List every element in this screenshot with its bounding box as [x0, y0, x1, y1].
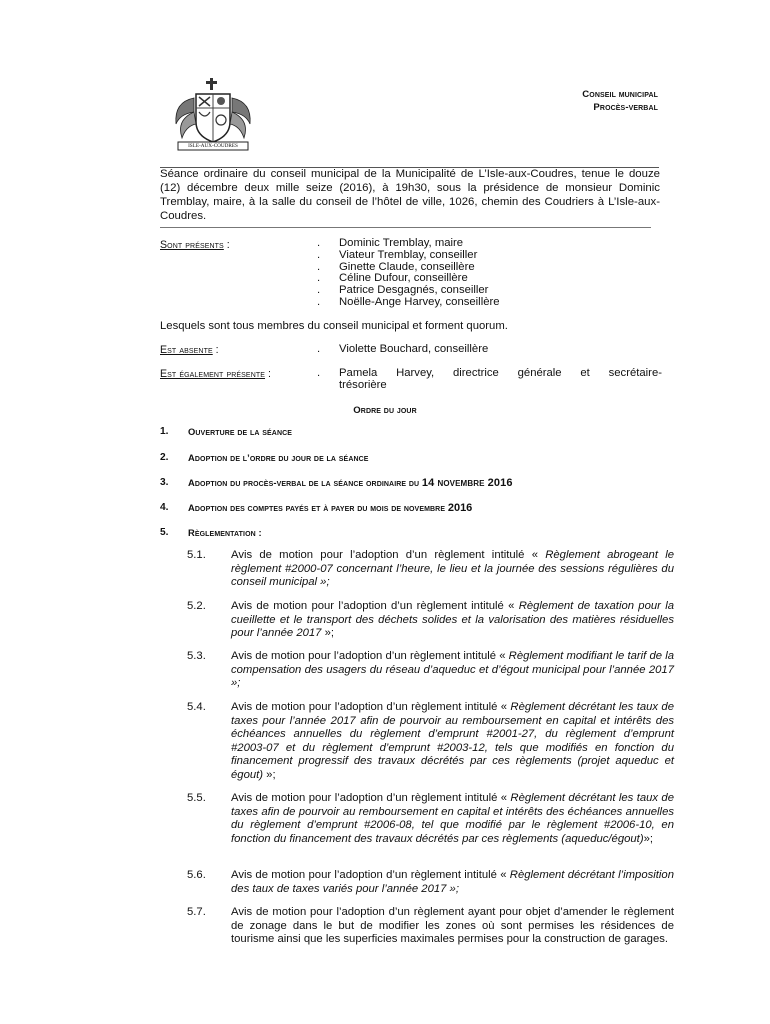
agenda-item-number: 5. — [160, 527, 169, 538]
member-name: Dominic Tremblay, maire — [339, 237, 464, 249]
subitem-number: 5.7. — [187, 906, 206, 918]
bullet: . — [317, 260, 321, 273]
agenda-item-title: Règlementation : — [188, 527, 262, 538]
bullet: . — [317, 272, 321, 285]
presente-name: Pamela Harvey, directrice générale et secrétaire- — [339, 367, 662, 379]
absente-label-text: Est absente — [160, 344, 213, 356]
logo-banner-text: ISLE-AUX-COUDRES — [188, 143, 238, 149]
subitem-number: 5.6. — [187, 869, 206, 881]
agenda-item-number: 2. — [160, 452, 169, 463]
presents-label — [160, 239, 230, 251]
subitem-plain: Avis de motion pour l’adoption d’un règlement intitulé « — [231, 600, 519, 612]
subitem-text — [231, 549, 674, 590]
absente-colon: : — [212, 344, 219, 356]
agenda-item — [160, 527, 262, 538]
header-conseil: Conseil municipal — [582, 89, 658, 100]
subitem-tail: »; — [643, 832, 654, 845]
municipal-crest-logo — [168, 76, 258, 154]
presents-label-text: Sont présents — [160, 239, 224, 251]
bullet: . — [317, 367, 321, 379]
presente-colon: : — [265, 368, 271, 380]
subitem-plain: Avis de motion pour l’adoption d’un règlement intitulé « — [231, 701, 511, 713]
subitem-number: 5.3. — [187, 650, 206, 662]
subitem-plain: Avis de motion pour l’adoption d’un règlement ayant pour objet d’amender le règlement de zonage dans le but de modifier les zones où sont permises les résidences de tourisme ainsi que les superficies maximales permises pour la construction de garages. — [231, 906, 674, 946]
subitem-plain: Avis de motion pour l’adoption d’un règlement intitulé « — [231, 869, 510, 881]
agenda-item-number: 3. — [160, 477, 169, 488]
agenda-subitem — [187, 600, 674, 641]
member-name: Noëlle-Ange Harvey, conseillère — [339, 295, 500, 308]
subitem-title: Règlement décrétant les taux de taxes pour l’année 2017 afin de pourvoir au remboursement en capital et intérêts des échéances annuelles du règlement d’emprunt #2001-27, du règlement d’emprunt #2003-07 et du règlement d’emprunt #2003-12, tels que modifiés en fonction du financement progressif des travaux décrétés par ces règlements (projet aqueduc et égout) — [231, 701, 674, 781]
subitem-tail: »; — [263, 768, 276, 781]
agenda-item-number: 1. — [160, 426, 169, 437]
subitem-title: Règlement décrétant l’imposition des taux de taxes variés pour l’année 2017 »; — [231, 869, 674, 895]
subitem-title: Règlement décrétant les taux de taxes afin de pourvoir au remboursement en capital et intérêts des échéances annuelles du règlement d’emprunt #2006-08, tel que modifié par le règlement #2006-10, en fonction du financement des travaux décrétés par ces règlements (aqueduc/égout) — [231, 792, 674, 845]
agenda-item-title: Adoption de l’ordre du jour de la séance — [188, 452, 369, 463]
agenda-item-title: Ouverture de la séance — [188, 426, 293, 437]
member-name: Patrice Desgagnés, conseiller — [339, 284, 489, 297]
subitem-number: 5.4. — [187, 701, 206, 713]
intro-paragraph: Séance ordinaire du conseil municipal de la Municipalité de L’Isle-aux-Coudres, tenue le douze (12) décembre deux mille seize (2016), à 19h30, sous la présidence de monsieur Dominic Tremblay, maire, à la salle du conseil de l’hôtel de ville, 1026, chemin des Coudriers à L’Isle-aux-Coudres. — [160, 168, 660, 222]
presente-title-continued: trésorière — [339, 379, 387, 391]
bullet: . — [317, 284, 321, 297]
subitem-title: Règlement de taxation pour la cueillette et le transport des déchets solides et la valorisation des matières résiduelles pour l’année 2017 — [231, 600, 674, 640]
document-header — [582, 88, 658, 114]
agenda-item-title: Adoption des comptes payés et à payer du mois de novembre — [188, 502, 448, 513]
bottom-divider — [160, 227, 651, 228]
member-item — [317, 297, 500, 309]
member-name: Céline Dufour, conseillère — [339, 272, 468, 285]
agenda-subitem — [187, 650, 674, 691]
agenda-item-date: 14 novembre 2016 — [421, 477, 513, 489]
members-list — [317, 238, 500, 309]
absente-name: Violette Bouchard, conseillère — [339, 343, 489, 355]
subitem-tail: »; — [321, 627, 335, 640]
subitem-text — [231, 906, 674, 947]
member-name: Ginette Claude, conseillère — [339, 260, 475, 273]
subitem-number: 5.5. — [187, 792, 206, 804]
agenda-subitem — [187, 701, 674, 783]
agenda-item — [160, 502, 472, 514]
subitem-plain: Avis de motion pour l’adoption d’un règlement intitulé « — [231, 549, 546, 561]
agenda-item-number: 4. — [160, 502, 169, 513]
agenda-subitem — [187, 792, 674, 846]
subitem-text — [231, 701, 674, 783]
subitem-plain: Avis de motion pour l’adoption d’un règlement intitulé « — [231, 792, 511, 804]
agenda-item-title: Adoption du procès-verbal de la séance ordinaire du — [188, 477, 422, 488]
bullet: . — [317, 248, 321, 261]
presente-label — [160, 368, 271, 380]
presente-name-block — [339, 367, 662, 391]
agenda-subitem — [187, 869, 674, 896]
subitem-text — [231, 869, 674, 896]
agenda-item — [160, 477, 513, 489]
member-name: Viateur Tremblay, conseiller — [339, 248, 478, 261]
subitem-number: 5.2. — [187, 600, 206, 612]
subitem-title: Règlement modifiant le tarif de la compensation des usagers du réseau d’aqueduc et d’égout municipal pour l’année 2017 »; — [231, 650, 674, 690]
presente-entry — [317, 367, 662, 391]
quorum-statement: Lesquels sont tous membres du conseil municipal et forment quorum. — [160, 320, 508, 332]
bullet: . — [317, 343, 321, 355]
subitem-text — [231, 600, 674, 641]
agenda-item-year: 2016 — [447, 502, 473, 514]
agenda-subitem — [187, 549, 674, 590]
agenda-item — [160, 452, 369, 463]
header-proces-verbal: Procès-verbal — [593, 102, 658, 113]
subitem-plain: Avis de motion pour l’adoption d’un règlement intitulé « — [231, 650, 509, 662]
absente-label — [160, 344, 219, 356]
bullet: . — [317, 237, 321, 249]
presente-label-text: Est également présente — [160, 368, 266, 380]
bullet: . — [317, 295, 321, 308]
subitem-number: 5.1. — [187, 549, 206, 561]
presents-colon: : — [223, 239, 230, 251]
subitem-text — [231, 792, 674, 846]
subitem-title: Règlement abrogeant le règlement #2000-07 concernant l’heure, le lieu et la journée des sessions régulières du conseil municipal »; — [231, 549, 674, 589]
agenda-title: Ordre du jour — [353, 405, 417, 416]
member-item — [317, 250, 500, 262]
subitem-text — [231, 650, 674, 691]
agenda-subitem — [187, 906, 674, 947]
agenda-item — [160, 426, 292, 437]
absente-entry — [317, 343, 488, 357]
